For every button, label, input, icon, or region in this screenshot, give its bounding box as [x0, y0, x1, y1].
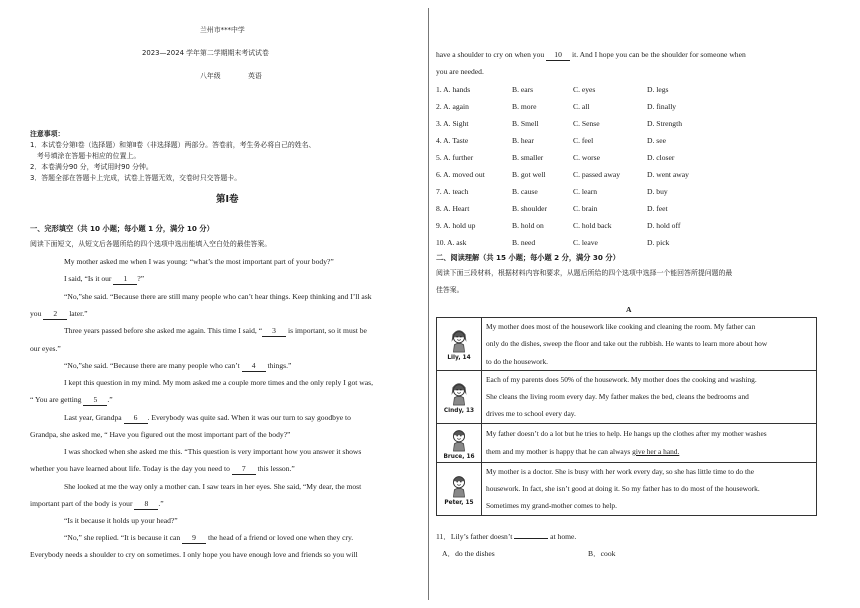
passage-text: you are needed. [436, 67, 484, 76]
passage-text: “No,”she said. “Because there are many people who can’t [64, 361, 242, 370]
answer-blank [514, 538, 548, 539]
statement-text: My mother is a doctor. She is busy with her work every day, so she has little time to do the [486, 466, 755, 476]
option-10-d: D. pick [647, 238, 670, 247]
table-row [437, 423, 817, 462]
statement-line [486, 425, 812, 442]
passage-text: . Everybody was quite sad. When it was our turn to say goodbye to [147, 413, 351, 422]
option-7-b: B. cause [512, 187, 538, 196]
passage-label: A [626, 305, 632, 314]
reading-instruction: 佳答案。 [436, 286, 464, 294]
option-8-b: B. shoulder [512, 204, 548, 213]
passage-text: She looked at me the way only a mother can. I saw tears in her eyes. She said, “My dear, the most [64, 482, 362, 491]
option-3-a: 3. A. Sight [436, 119, 469, 128]
passage-text: Grandpa, she asked me, “ Have you figured out the most important part of the body?” [30, 430, 291, 439]
statement-line [486, 497, 812, 514]
blank-5: 5 [83, 395, 107, 406]
option-5-c: C. worse [573, 153, 600, 162]
grade-label: 八年级 [200, 72, 221, 80]
option-7-a: 7. A. teach [436, 187, 469, 196]
option-7-c: C. learn [573, 187, 598, 196]
passage-line [30, 309, 88, 320]
statement-text: My father doesn’t do a lot but he tries to help. He hangs up the clothes after my mother washes [486, 429, 767, 439]
person-avatar-cell [437, 423, 482, 462]
option-6-a: 6. A. moved out [436, 170, 485, 179]
passage-line [64, 274, 144, 285]
passage-text: this lesson.” [255, 464, 295, 473]
option-10-c: C. leave [573, 238, 598, 247]
passage-line [436, 67, 484, 77]
exam-title: 2023—2024 学年第二学期期末考试试卷 [142, 49, 269, 57]
girl-icon [438, 326, 480, 354]
passage-text: later.” [67, 309, 88, 318]
passage-text: is important, so it must be [286, 326, 367, 335]
option-2-a: 2. A. again [436, 102, 469, 111]
person-statement [482, 370, 817, 423]
statement-text: drives me to school every day. [486, 409, 576, 419]
blank-4: 4 [242, 361, 266, 372]
passage-text: have a shoulder to cry on when you [436, 50, 547, 59]
question-text: 11．Lily’s father doesn’t [436, 532, 515, 541]
underlined-phrase: give her a hand. [632, 446, 680, 456]
option-5-d: D. closer [647, 153, 675, 162]
option-4-a: 4. A. Taste [436, 136, 469, 145]
option-9-c: C. hold back [573, 221, 612, 230]
blank-1: 1 [113, 274, 137, 285]
passage-line [64, 533, 353, 544]
passage-text: the head of a friend or loved one when they cry. [206, 533, 354, 542]
column-divider [428, 8, 429, 600]
blank-7: 7 [232, 464, 256, 475]
blank-6: 6 [124, 413, 148, 424]
option-8-c: C. brain [573, 204, 598, 213]
option-1-c: C. eyes [573, 85, 596, 94]
statement-text: Each of my parents does 50% of the housework. My mother does the cooking and washing. [486, 374, 757, 384]
passage-text: “No,” she replied. “It is because it can [64, 533, 183, 542]
option-2-d: D. finally [647, 102, 677, 111]
cloze-instruction: 阅读下面短文，从短文后各题所给的四个选项中选出能填入空白处的最佳答案。 [30, 240, 272, 248]
people-table [436, 317, 817, 516]
passage-line [64, 516, 178, 526]
statement-line [486, 405, 812, 422]
passage-text: I said, “Is it our [64, 274, 114, 283]
notes-title: 注意事项： [30, 130, 65, 138]
option-10-b: B. need [512, 238, 536, 247]
option-6-d: D. went away [647, 170, 689, 179]
statement-text: Sometimes my grand-mother comes to help. [486, 501, 617, 511]
option-1-d: D. legs [647, 85, 669, 94]
subject-label: 英语 [248, 72, 262, 80]
notes-item: 考号填涂在答题卡相应的位置上。 [30, 152, 141, 160]
statement-text: housework. In fact, she isn’t good at doing it. So my father has to do most of the housework. [486, 484, 760, 494]
reading-instruction: 阅读下面三段材料，根据材料内容和要求，从题后所给的四个选项中选择一个能回答所提问题的最 [436, 269, 733, 277]
option-3-b: B. Smell [512, 119, 539, 128]
blank-8: 8 [134, 499, 158, 510]
statement-line [486, 353, 812, 370]
option-1-b: B. ears [512, 85, 534, 94]
option-4-d: D. see [647, 136, 666, 145]
statement-line [486, 335, 812, 352]
question-text: at home. [548, 532, 577, 541]
option-7-d: D. buy [647, 187, 668, 196]
passage-text: .” [107, 395, 113, 404]
school-name: 兰州市***中学 [200, 26, 245, 34]
passage-text: .” [158, 499, 164, 508]
passage-text: “No,”she said. “Because there are still many people who can’t hear things. Keep thinking and I’ll ask [64, 292, 372, 301]
option-4-c: C. feel [573, 136, 594, 145]
statement-text: She cleans the living room every day. My father makes the bed, cleans the bedrooms and [486, 392, 749, 402]
blank-9: 9 [182, 533, 206, 544]
question-11-option-a: A．do the dishes [442, 549, 495, 558]
question-11-stem [436, 532, 576, 542]
passage-line [30, 344, 61, 354]
passage-line [64, 326, 367, 337]
passage-line [64, 292, 372, 302]
person-avatar-cell [437, 462, 482, 515]
passage-line [30, 464, 295, 475]
boy-icon [438, 425, 480, 453]
option-6-c: C. passed away [573, 170, 621, 179]
reading-heading: 二、阅读理解（共 15 小题；每小题 2 分，满分 30 分） [436, 253, 620, 262]
passage-text: important part of the body is your [30, 499, 135, 508]
person-statement [482, 423, 817, 462]
passage-line [436, 50, 746, 61]
passage-line [64, 413, 351, 424]
statement-text: to do the housework. [486, 356, 548, 366]
person-name: Cindy, 13 [443, 407, 475, 414]
notes-item: 3．答题全部在答题卡上完成，试卷上答题无效，交卷时只交答题卡。 [30, 174, 242, 182]
statement-line [486, 371, 812, 388]
girl-icon [438, 379, 480, 407]
option-9-b: B. hold on [512, 221, 544, 230]
statement-line [486, 443, 812, 460]
table-row [437, 318, 817, 371]
passage-text: our eyes.” [30, 344, 61, 353]
person-avatar-cell [437, 370, 482, 423]
person-name: Bruce, 16 [443, 453, 475, 460]
passage-line [30, 499, 164, 510]
option-8-a: 8. A. Heart [436, 204, 470, 213]
notes-item: 1．本试卷分第Ⅰ卷（选择题）和第Ⅱ卷（非选择题）两部分。答卷前，考生务必将自己的姓名、 [30, 141, 316, 149]
option-4-b: B. hear [512, 136, 534, 145]
option-2-c: C. all [573, 102, 590, 111]
option-5-a: 5. A. further [436, 153, 474, 162]
person-avatar-cell [437, 318, 482, 371]
passage-text: Last year, Grandpa [64, 413, 124, 422]
blank-10: 10 [546, 50, 570, 61]
cloze-heading: 一、完形填空（共 10 小题；每小题 1 分，满分 10 分） [30, 224, 214, 233]
passage-line [64, 361, 291, 372]
volume-title: 第Ⅰ卷 [216, 194, 239, 205]
option-9-a: 9. A. hold up [436, 221, 476, 230]
person-name: Lily, 14 [447, 354, 471, 361]
table-row [437, 462, 817, 515]
option-3-c: C. Sense [573, 119, 600, 128]
statement-text: only do the dishes, sweep the floor and take out the rubbish. He wants to learn more about how [486, 339, 768, 349]
passage-line [64, 257, 334, 267]
person-name: Peter, 15 [444, 499, 474, 506]
passage-text: you [30, 309, 44, 318]
option-1-a: 1. A. hands [436, 85, 471, 94]
option-6-b: B. got well [512, 170, 546, 179]
passage-line [64, 482, 361, 492]
statement-line [486, 480, 812, 497]
passage-text: Three years passed before she asked me again. This time I said, “ [64, 326, 263, 335]
option-2-b: B. more [512, 102, 537, 111]
statement-line [486, 318, 812, 335]
statement-line [486, 463, 812, 480]
blank-3: 3 [262, 326, 286, 337]
option-9-d: D. hold off [647, 221, 681, 230]
statement-text: them and my mother is happy that he can always [486, 446, 633, 456]
passage-text: things.” [265, 361, 292, 370]
option-5-b: B. smaller [512, 153, 544, 162]
passage-line [30, 395, 113, 406]
passage-text: I kept this question in my mind. My mom asked me a couple more times and the only reply I got was, [64, 378, 373, 387]
boy-icon [438, 471, 480, 499]
passage-text: “ You are getting [30, 395, 84, 404]
notes-item: 2．本卷满分90 分，考试用时90 分钟。 [30, 163, 153, 171]
passage-text: I was shocked when she asked me this. “This question is very important how you answer it shows [64, 447, 362, 456]
person-statement [482, 318, 817, 371]
statement-line [486, 388, 812, 405]
passage-text: whether you have learned about life. Today is the day you need to [30, 464, 232, 473]
passage-text: “Is it because it holds up your head?” [64, 516, 178, 525]
table-row [437, 370, 817, 423]
person-statement [482, 462, 817, 515]
option-3-d: D. Strength [647, 119, 683, 128]
blank-2: 2 [43, 309, 67, 320]
passage-line [64, 378, 373, 388]
passage-line [64, 447, 361, 457]
passage-text: it. And I hope you can be the shoulder for someone when [570, 50, 746, 59]
passage-line [30, 430, 290, 440]
option-8-d: D. feet [647, 204, 668, 213]
passage-text: ?” [137, 274, 145, 283]
passage-line [30, 550, 358, 560]
option-10-a: 10. A. ask [436, 238, 467, 247]
statement-text: My mother does most of the housework like cooking and cleaning the room. My father can [486, 322, 756, 331]
question-11-option-b: B．cook [588, 549, 616, 558]
passage-text: Everybody needs a shoulder to cry on sometimes. I only hope you have enough love and friends so you will [30, 550, 358, 559]
passage-text: My mother asked me when I was young: “what’s the most important part of your body?” [64, 257, 334, 266]
